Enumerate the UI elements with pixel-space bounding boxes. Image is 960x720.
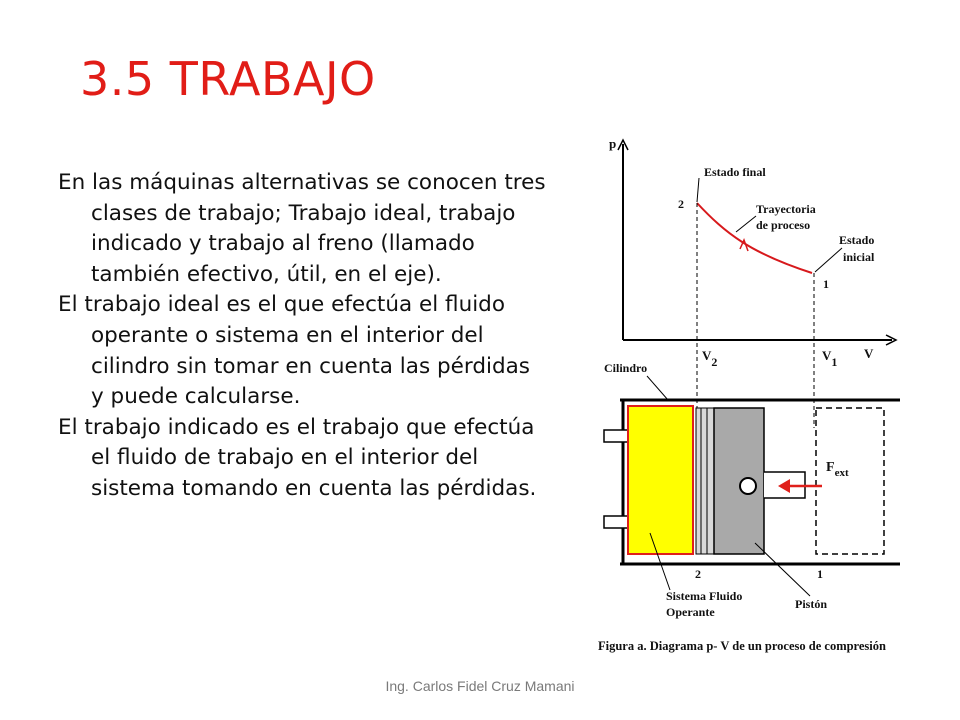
fext-label: $F_{ext}$ [826,460,849,479]
trajectory-label-line1: Trayectoria [756,202,816,216]
p-axis-label: p [609,136,617,151]
figure-caption: Figura a. Diagrama p- V de un proceso de compresión [598,639,886,653]
position-2-label: 2 [695,567,701,581]
cylinder-label: Cilindro [604,361,648,375]
state-initial-label-line2: inicial [843,250,875,264]
piston-cylinder [604,361,900,619]
pv-chart [609,136,896,428]
state-final-label: Estado final [704,165,766,179]
paragraph-indicated-work: El trabajo indicado es el trabajo que efectúa el fluido de trabajo en el interior del sistema tomando en cuenta las pérdidas. [58,414,537,501]
v2-label: V2 [702,348,718,369]
piston [714,408,764,554]
state-final-leader [697,178,699,202]
point-2-label: 2 [678,197,684,211]
cylinder-leader [647,376,668,400]
piston-rings [696,408,714,554]
piston-leader [755,543,810,596]
footer-author: Ing. Carlos Fidel Cruz Mamani [385,678,575,694]
pv-diagram-figure [590,128,960,673]
body-text [58,168,548,505]
position-1-label: 1 [817,567,823,581]
wrist-pin-icon [740,478,756,494]
trajectory-label-line2: de proceso [756,218,811,232]
v1-label: V1 [822,348,838,369]
intake-valve [604,430,628,442]
exhaust-valve [604,516,628,528]
paragraph-ideal-work: El trabajo ideal es el que efectúa el fluido operante o sistema en el interior del cilindro sin tomar en cuenta las pérdidas y puede calcularse. [58,292,530,410]
v-axis-label: V [864,346,874,361]
state-initial-leader [815,248,842,272]
pv-diagram-svg [590,128,960,668]
fluid-label-line2: Operante [666,605,715,619]
point-1-label: 1 [823,277,829,291]
piston-label: Pistón [795,597,828,611]
paragraph-work-types: En las máquinas alternativas se conocen tres clases de trabajo; Trabajo ideal, trabajo indicado y trabajo al freno (llamado también efectivo, útil, en el eje). [58,170,546,287]
fluid-system [628,406,693,554]
slide-title: 3.5 TRABAJO [80,52,376,106]
initial-position-outline [816,408,884,554]
fluid-label-line1: Sistema Fluido [666,589,743,603]
state-initial-label-line1: Estado [839,233,875,247]
trajectory-leader [736,216,756,232]
